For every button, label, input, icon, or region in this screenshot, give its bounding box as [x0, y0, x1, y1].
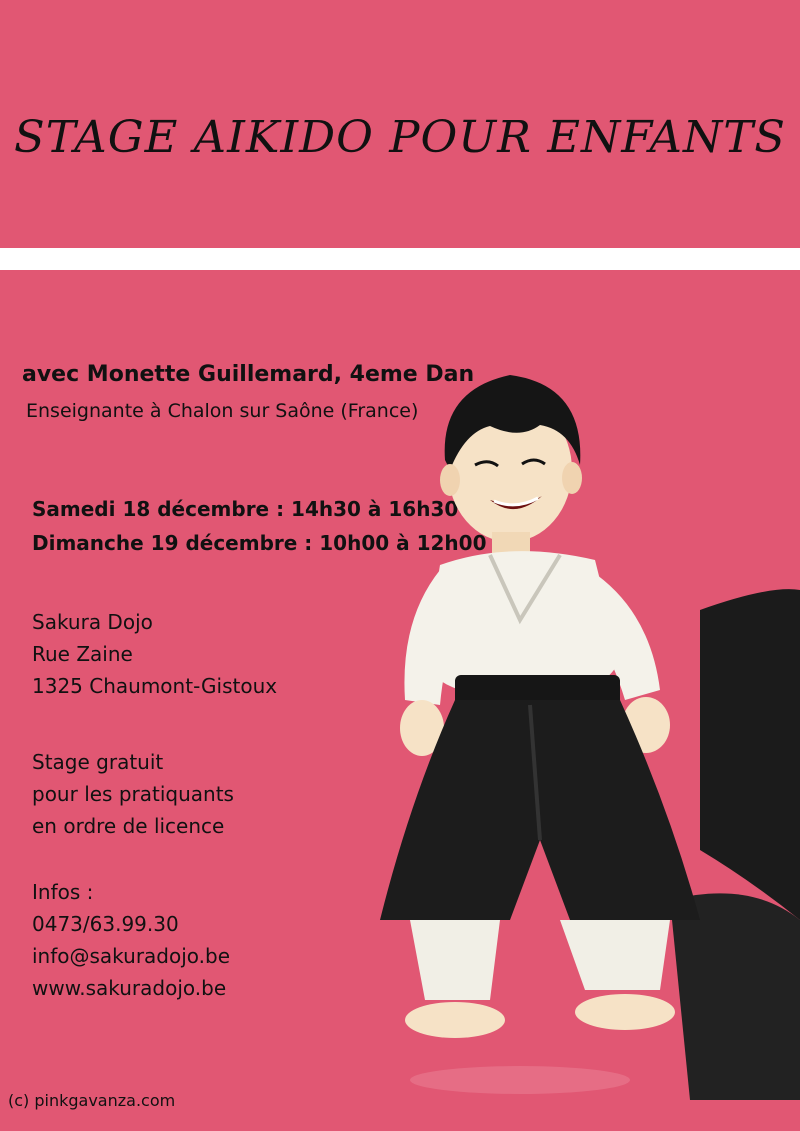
credit-text: (c) pinkgavanza.com: [8, 1091, 176, 1110]
teacher-name: avec Monette Guillemard, 4eme Dan: [22, 362, 475, 387]
infos-label: Infos :: [32, 880, 94, 904]
address-line: 1325 Chaumont-Gistoux: [32, 674, 278, 698]
address-line: Rue Zaine: [32, 642, 133, 666]
fee-note: [32, 746, 234, 842]
teacher-subtitle: Enseignante à Chalon sur Saône (France): [26, 400, 419, 422]
divider-band: [0, 248, 800, 270]
phone-number: 0473/63.99.30: [32, 912, 179, 936]
address-block: [32, 606, 277, 702]
page-title: STAGE AIKIDO POUR ENFANTS: [14, 112, 786, 163]
note-line: en ordre de licence: [32, 814, 225, 838]
schedule-saturday: Samedi 18 décembre : 14h30 à 16h30: [32, 497, 459, 521]
note-line: pour les pratiquants: [32, 782, 234, 806]
note-line: Stage gratuit: [32, 750, 164, 774]
schedule-sunday: Dimanche 19 décembre : 10h00 à 12h00: [32, 531, 487, 555]
contact-info: [32, 876, 230, 1004]
website-url: www.sakuradojo.be: [32, 976, 227, 1000]
address-line: Sakura Dojo: [32, 610, 153, 634]
email-address: info@sakuradojo.be: [32, 944, 231, 968]
child-aikidoka-icon: [370, 360, 800, 1100]
